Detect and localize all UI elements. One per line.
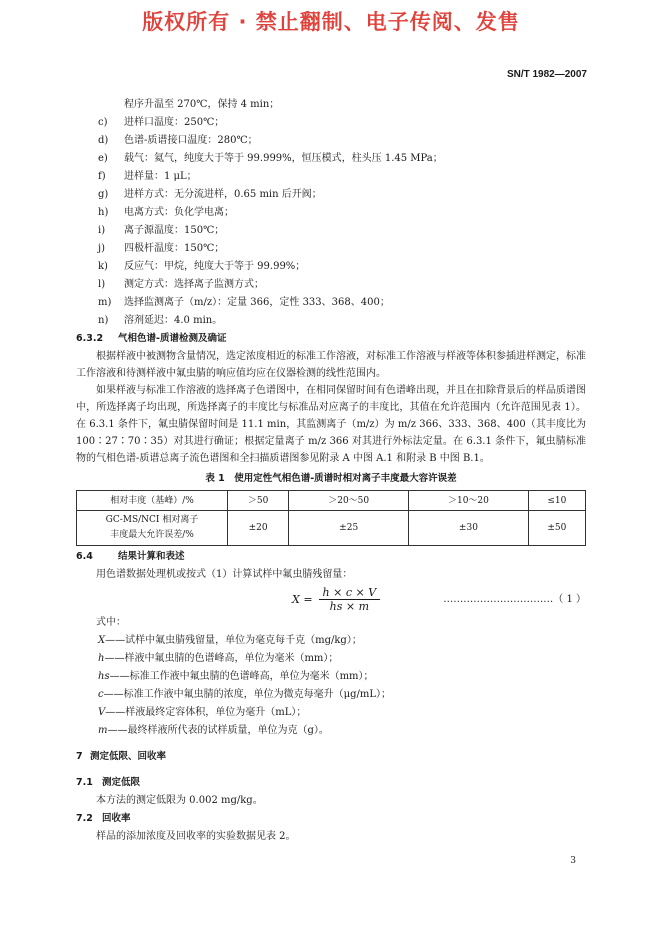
paragraph: 根据样液中被测物含量情况，选定浓度相近的标准工作溶液，对标准工作溶液与样液等体积参插进样测定，标准工作溶液和待测样液中氟虫腈的响应值均应在仪器检测的线性范围内。 xyxy=(76,351,586,379)
formula-numerator: h × c × V xyxy=(319,586,381,600)
section-title: 回收率 xyxy=(102,813,131,824)
list-item-text: 四极杆温度：150℃； xyxy=(124,243,225,254)
temperature-program-continuation: 程序升温至 270℃，保持 4 min； xyxy=(124,99,280,110)
formula-lhs: X = xyxy=(292,592,313,606)
table-1 xyxy=(76,490,586,546)
list-item-label: n) xyxy=(98,315,109,326)
list-item-text: 进样方式：无分流进样，0.65 min 后开阀； xyxy=(124,189,322,200)
section-7-2-heading xyxy=(76,810,586,828)
variable-symbol: hs xyxy=(98,671,110,682)
section-title: 测定低限 xyxy=(102,777,141,788)
recovery-text: 样品的添加浓度及回收率的实验数据见表 2。 xyxy=(96,831,296,842)
variable-text: ——样液中氟虫腈的色谱峰高，单位为毫米（mm）； xyxy=(104,653,339,664)
document-body xyxy=(76,96,586,846)
detection-limit-text: 本方法的测定低限为 0.002 mg/kg。 xyxy=(96,795,263,806)
gc-conditions-list xyxy=(76,114,586,330)
paragraph: 如果样液与标准工作溶液的选择离子色谱图中，在相同保留时间有色谱峰出现，并且在扣除背景后的样品质谱图中，所选择离子均出现，所选择离子的丰度比与标准品对应离子的丰度比，其值在允许范围内（允许范围见表 1）。在 6.3.1 条件下，氟虫腈保留时间是 11.1 min，其监测离子（m/z）为 m/z 366、333、368、400（其丰度比为 100∶27∶70∶35）对其进行确证；根据定量离子 m/z 366 对其进行外标法定量。在 6.3.1 条件下，氟虫腈标准物的气相色谱-质谱总离子流色谱图和全扫描质谱图参见附录 A 中图 A.1 和附录 B 中图 B.1。 xyxy=(76,385,586,464)
variable-definition xyxy=(76,650,586,668)
section-7-1-heading xyxy=(76,774,586,792)
formula-intro: 用色谱数据处理机或按式（1）计算试样中氟虫腈残留量： xyxy=(96,569,353,580)
list-item-label: h) xyxy=(98,207,109,218)
variable-list xyxy=(76,632,586,740)
variable-text: ——样液最终定容体积，单位为毫升（mL）； xyxy=(105,707,307,718)
table-cell: ＞50 xyxy=(228,491,289,511)
list-item xyxy=(76,150,586,168)
table-cell: ＞10～20 xyxy=(409,491,529,511)
list-item xyxy=(76,276,586,294)
variable-text: ——最终样液所代表的试样质量，单位为克（g）。 xyxy=(107,725,329,736)
standard-number: SN/T 1982—2007 xyxy=(506,69,587,80)
variable-symbol: X xyxy=(98,635,106,646)
variable-symbol: h xyxy=(98,653,105,664)
variable-definition xyxy=(76,722,586,740)
list-item-text: 溶剂延迟：4.0 min。 xyxy=(124,315,223,326)
section-title: 结果计算和表述 xyxy=(118,551,185,562)
variable-definition xyxy=(76,686,586,704)
list-item-text: 测定方式：选择离子监测方式； xyxy=(124,279,264,290)
table-1-title: 表 1 使用定性气相色谱-质谱时相对离子丰度最大容许误差 xyxy=(205,473,457,484)
list-item-text: 反应气：甲烷，纯度大于等于 99.99%； xyxy=(124,261,306,272)
list-item-label: m) xyxy=(98,297,112,308)
formula-expression xyxy=(292,586,380,613)
table-cell: ±50 xyxy=(528,511,585,546)
formula-fraction xyxy=(319,586,381,613)
list-item-label: g) xyxy=(98,189,109,200)
list-item xyxy=(76,240,586,258)
list-item-text: 进样量：1 μL； xyxy=(124,171,197,182)
list-item-text: 载气：氦气，纯度大于等于 99.999%，恒压模式，柱头压 1.45 MPa； xyxy=(124,153,443,164)
list-item xyxy=(76,222,586,240)
list-item-label: f) xyxy=(98,171,106,182)
variable-text: ——标准工作液中氟虫腈的浓度，单位为微克每毫升（μg/mL）； xyxy=(103,689,392,700)
table-cell: ＞20～50 xyxy=(289,491,409,511)
section-number: 7 xyxy=(76,751,83,762)
list-item xyxy=(76,294,586,312)
list-item-label: i) xyxy=(98,225,106,236)
list-item xyxy=(76,114,586,132)
table-row xyxy=(77,491,586,511)
list-item-label: e) xyxy=(98,153,108,164)
formula-denominator: hs × m xyxy=(329,600,370,613)
section-7-heading xyxy=(76,748,586,766)
list-item-text: 色谱-质谱接口温度：280℃； xyxy=(124,135,258,146)
section-title: 气相色谱-质谱检测及确证 xyxy=(118,333,227,344)
list-item xyxy=(76,312,586,330)
cell-line: 丰度最大允许误差/% xyxy=(110,530,194,540)
section-number: 7.2 xyxy=(76,813,93,824)
section-6-4-heading xyxy=(76,548,586,566)
section-number: 6.3.2 xyxy=(76,333,104,344)
formula-1 xyxy=(76,584,586,614)
list-item-text: 进样口温度：250℃； xyxy=(124,117,225,128)
variable-text: ——试样中氟虫腈残留量，单位为毫克每千克（mg/kg）； xyxy=(105,635,362,646)
table-cell: ≤10 xyxy=(528,491,585,511)
variable-definition xyxy=(76,704,586,722)
table-row xyxy=(77,511,586,546)
list-item-label: c) xyxy=(98,117,108,128)
copyright-banner: 版权所有 · 禁止翻制、电子传阅、发售 xyxy=(142,10,520,34)
list-item xyxy=(76,204,586,222)
section-number: 6.4 xyxy=(76,551,93,562)
section-title: 测定低限、回收率 xyxy=(90,751,167,762)
section-number: 7.1 xyxy=(76,777,93,788)
list-item xyxy=(76,258,586,276)
table-cell xyxy=(77,511,228,546)
variable-symbol: c xyxy=(98,689,104,700)
formula-number: ……………………………（ 1 ） xyxy=(443,594,586,605)
list-item xyxy=(76,168,586,186)
page-number: 3 xyxy=(570,856,576,866)
list-item-text: 离子源温度：150℃； xyxy=(124,225,225,236)
variable-symbol: m xyxy=(98,725,108,736)
variable-definition xyxy=(76,668,586,686)
list-item-text: 电离方式：负化学电离； xyxy=(124,207,234,218)
list-item xyxy=(76,132,586,150)
where-label: 式中： xyxy=(96,617,126,628)
table-cell: ±20 xyxy=(228,511,289,546)
list-item-label: j) xyxy=(98,243,106,254)
table-cell: 相对丰度（基峰）/% xyxy=(77,491,228,511)
table-cell: ±25 xyxy=(289,511,409,546)
list-item xyxy=(76,186,586,204)
list-item-label: l) xyxy=(98,279,106,290)
table-cell: ±30 xyxy=(409,511,529,546)
variable-symbol: V xyxy=(98,707,106,718)
variable-definition xyxy=(76,632,586,650)
variable-text: ——标准工作液中氟虫腈的色谱峰高，单位为毫米（mm）； xyxy=(109,671,374,682)
cell-line: GC-MS/NCI 相对离子 xyxy=(105,515,199,525)
list-item-label: k) xyxy=(98,261,108,272)
list-item-label: d) xyxy=(98,135,109,146)
list-item-text: 选择监测离子（m/z）：定量 366，定性 333、368、400； xyxy=(124,297,390,308)
section-6-3-2-heading xyxy=(76,330,586,348)
